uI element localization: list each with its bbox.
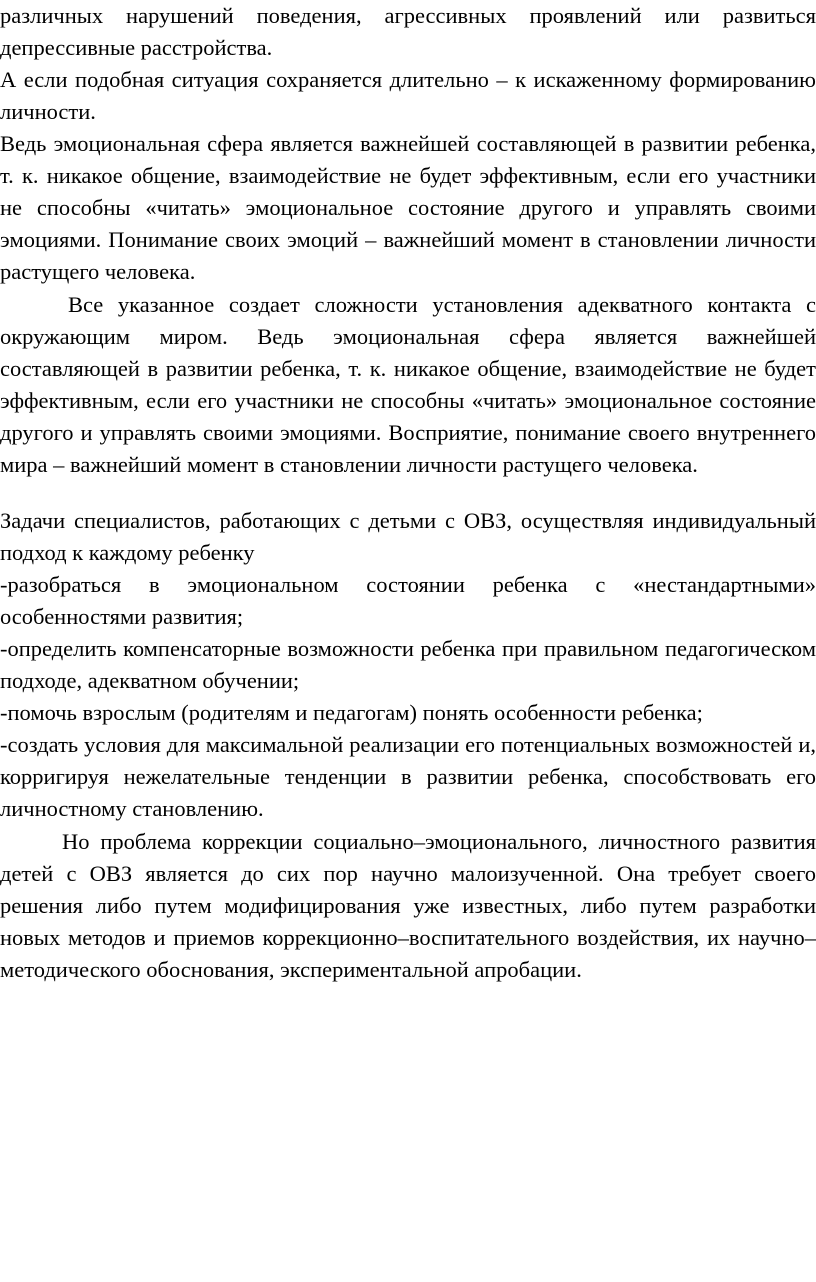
paragraph-specialist-tasks: Задачи специалистов, работающих с детьми с ОВЗ, осуществляя индивидуальный подход к каждому ребенку: [0, 508, 816, 565]
list-item-help-adults: -помочь взрослым (родителям и педагогам) понять особенности ребенка;: [0, 700, 703, 725]
list-item-compensatory: -определить компенсаторные возможности ребенка при правильном педагогическом подходе, адекватном обучении;: [0, 636, 816, 693]
paragraph-behavior-disorders: различных нарушений поведения, агрессивных проявлений или развиться депрессивные расстройства.: [0, 3, 816, 60]
paragraph-correction-problem: Но проблема коррекции социально–эмоционального, личностного развития детей с ОВЗ является до сих пор научно малоизученной. Она требует своего решения либо путем модифицирования уже известных, либо путем разработки новых методов и приемов коррекционно–воспитательного воздействия, их научно–методического обоснования, экспериментальной апробации.: [0, 829, 816, 982]
paragraph-contact-difficulties: Все указанное создает сложности установления адекватного контакта с окружающим миром. Ведь эмоциональная сфера является важнейшей составляющей в развитии ребенка, т. к. никакое общение, взаимодействие не будет эффективным, если его участники не способны «читать» эмоциональное состояние другого и управлять своими эмоциями. Восприятие, понимание своего внутреннего мира – важнейший момент в становлении личности растущего человека.: [0, 292, 816, 477]
list-item-understand-state: -разобраться в эмоциональном состоянии ребенка с «нестандартными» особенностями развития;: [0, 572, 816, 629]
paragraph-emotional-sphere: Ведь эмоциональная сфера является важнейшей составляющей в развитии ребенка, т. к. никакое общение, взаимодействие не будет эффективным, если его участники не способны «читать» эмоциональное состояние другого и управлять своими эмоциями. Понимание своих эмоций – важнейший момент в становлении личности растущего человека.: [0, 131, 816, 284]
list-item-create-conditions: -создать условия для максимальной реализации его потенциальных возможностей и, корригируя нежелательные тенденции в развитии ребенка, способствовать его личностному становлению.: [0, 732, 816, 821]
paragraph-prolonged-situation: А если подобная ситуация сохраняется длительно – к искаженному формированию личности.: [0, 67, 816, 124]
